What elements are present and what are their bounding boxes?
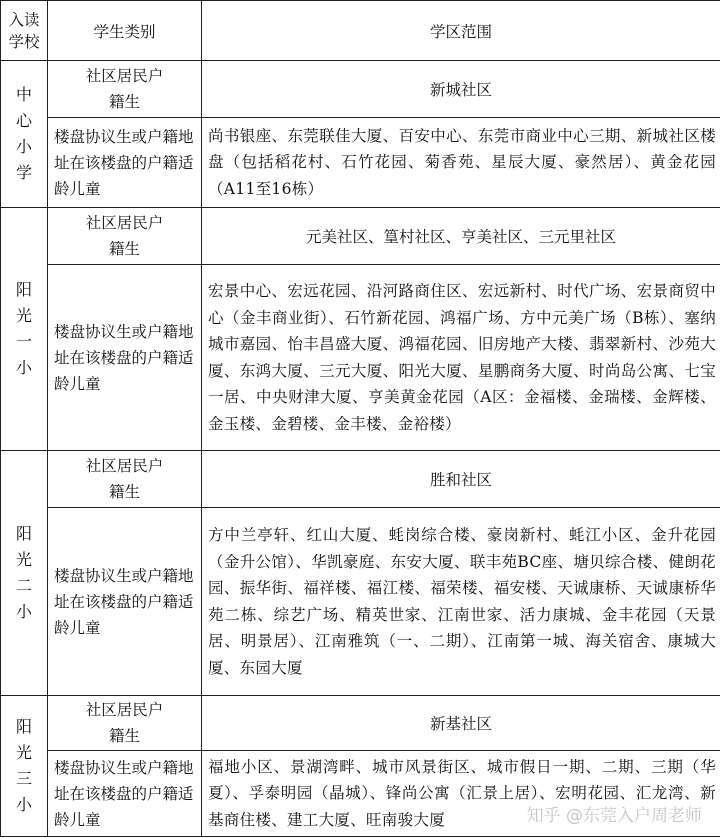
range-cell: 元美社区、篁村社区、亨美社区、三元里社区 — [202, 208, 720, 265]
table-row — [1, 208, 720, 265]
category-cell: 社区居民户籍生 — [48, 451, 202, 508]
school-name: 阳光一小 — [1, 208, 48, 451]
header-row — [1, 1, 720, 61]
range-cell: 尚书银座、东莞联佳大厦、百安中心、东莞市商业中心三期、新城社区楼盘（包括稻花村、石竹花园、菊香苑、星辰大厦、豪然居）、黄金花园（A11至16栋） — [202, 118, 720, 208]
header-category: 学生类别 — [48, 1, 202, 61]
table-row — [1, 508, 720, 696]
table-row — [1, 265, 720, 451]
table-row — [1, 451, 720, 508]
watermark: 知乎 @东莞入户周老师 — [526, 806, 702, 826]
category-cell: 楼盘协议生或户籍地址在该楼盘的户籍适龄儿童 — [48, 265, 202, 451]
category-cell: 楼盘协议生或户籍地址在该楼盘的户籍适龄儿童 — [48, 508, 202, 696]
range-cell: 宏景中心、宏远花园、沿河路商住区、宏远新村、时代广场、宏景商贸中心（金丰商业街）、石竹新花园、鸿福广场、方中元美广场（B栋）、塞纳城市嘉园、怡丰昌盛大厦、鸿福花园、旧房地产大楼、翡翠新村、沙苑大厦、东鸿大厦、三元大厦、阳光大厦、星鹏商务大厦、时尚岛公寓、七宝一居、中央财津大厦、亨美黄金花园（A区：金福楼、金瑞楼、金辉楼、金玉楼、金碧楼、金丰楼、金裕楼） — [202, 265, 720, 451]
school-name: 阳光二小 — [1, 451, 48, 696]
range-cell: 方中兰亭轩、红山大厦、蚝岗综合楼、豪岗新村、蚝江小区、金升花园（金升公馆）、华凯豪庭、东安大厦、联丰苑BC座、塘贝综合楼、健朗花园、振华街、福祥楼、福江楼、福荣楼、福安楼、天诚康桥、天诚康桥华苑二栋、综艺广场、精英世家、江南世家、活力康城、金丰花园（天景居、明景居）、江南雅筑（一、二期）、江南第一城、海关宿舍、康城大厦、东园大厦 — [202, 508, 720, 696]
table-row — [1, 61, 720, 118]
table-row — [1, 696, 720, 751]
category-cell: 社区居民户籍生 — [48, 208, 202, 265]
school-name: 阳光三小 — [1, 696, 48, 837]
school-name: 中心小学 — [1, 61, 48, 208]
header-school: 入读学校 — [1, 1, 48, 61]
category-cell: 社区居民户籍生 — [48, 61, 202, 118]
range-cell: 新基社区 — [202, 696, 720, 751]
range-cell: 新城社区 — [202, 61, 720, 118]
range-cell: 福地小区、景湖湾畔、城市风景街区、城市假日一期、二期、三期（华夏）、孚泰明园（晶城）、锋尚公寓（汇景上居）、宏明花园、汇龙湾、新基商住楼、建工大厦、旺南骏大厦 — [202, 751, 720, 837]
range-cell: 胜和社区 — [202, 451, 720, 508]
table-row — [1, 118, 720, 208]
header-range: 学区范围 — [202, 1, 720, 61]
category-cell: 社区居民户籍生 — [48, 696, 202, 751]
category-cell: 楼盘协议生或户籍地址在该楼盘的户籍适龄儿童 — [48, 751, 202, 837]
category-cell: 楼盘协议生或户籍地址在该楼盘的户籍适龄儿童 — [48, 118, 202, 208]
